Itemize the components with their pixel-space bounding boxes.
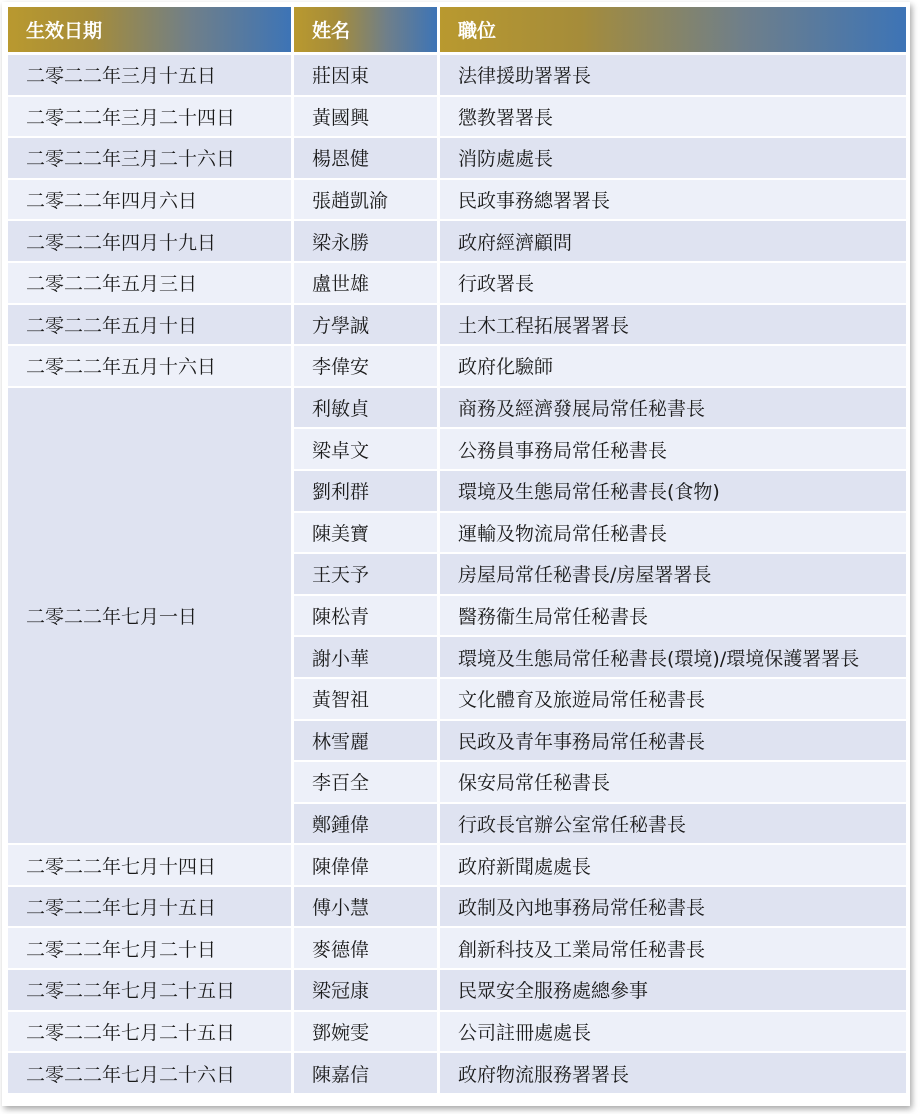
table-row [8,55,906,97]
header-date: 生效日期 [8,7,294,55]
name-cell: 黃國興 [294,97,440,139]
table-row [8,1053,906,1095]
name-cell: 鄭鍾偉 [294,804,440,846]
name-cell: 黃智祖 [294,679,440,721]
effective-date-cell: 二零二二年七月一日 [8,388,294,846]
post-cell: 土木工程拓展署署長 [440,305,906,347]
table-row [8,1012,906,1054]
table-row [8,970,906,1012]
post-cell: 環境及生態局常任秘書長(食物) [440,471,906,513]
effective-date-cell: 二零二二年七月二十五日 [8,970,294,1012]
post-cell: 運輸及物流局常任秘書長 [440,513,906,555]
name-cell: 莊因東 [294,55,440,97]
name-cell: 利敏貞 [294,388,440,430]
post-cell: 民政及青年事務局常任秘書長 [440,721,906,763]
table-row [8,305,906,347]
post-cell: 政府化驗師 [440,346,906,388]
post-cell: 文化體育及旅遊局常任秘書長 [440,679,906,721]
table-frame [2,2,910,1106]
name-cell: 謝小華 [294,637,440,679]
name-cell: 陳偉偉 [294,845,440,887]
post-cell: 政府物流服務署署長 [440,1053,906,1095]
name-cell: 方學誠 [294,305,440,347]
name-cell: 陳嘉信 [294,1053,440,1095]
post-cell: 民眾安全服務處總參事 [440,970,906,1012]
table-row [8,887,906,929]
post-cell: 公司註冊處處長 [440,1012,906,1054]
appointments-table [8,7,906,1095]
name-cell: 麥德偉 [294,928,440,970]
name-cell: 梁冠康 [294,970,440,1012]
effective-date-cell: 二零二二年七月二十日 [8,928,294,970]
table-row [8,388,906,430]
effective-date-cell: 二零二二年五月十日 [8,305,294,347]
effective-date-cell: 二零二二年四月十九日 [8,221,294,263]
post-cell: 行政署長 [440,263,906,305]
name-cell: 陳美寶 [294,513,440,555]
name-cell: 傅小慧 [294,887,440,929]
effective-date-cell: 二零二二年七月二十五日 [8,1012,294,1054]
post-cell: 環境及生態局常任秘書長(環境)/環境保護署署長 [440,637,906,679]
effective-date-cell: 二零二二年五月三日 [8,263,294,305]
name-cell: 梁卓文 [294,429,440,471]
post-cell: 創新科技及工業局常任秘書長 [440,928,906,970]
effective-date-cell: 二零二二年四月六日 [8,180,294,222]
name-cell: 李偉安 [294,346,440,388]
effective-date-cell: 二零二二年三月二十六日 [8,138,294,180]
post-cell: 政府新聞處處長 [440,845,906,887]
table-row [8,845,906,887]
post-cell: 政府經濟顧問 [440,221,906,263]
effective-date-cell: 二零二二年七月十五日 [8,887,294,929]
post-cell: 政制及內地事務局常任秘書長 [440,887,906,929]
name-cell: 張趙凱渝 [294,180,440,222]
name-cell: 梁永勝 [294,221,440,263]
table-row [8,97,906,139]
name-cell: 楊恩健 [294,138,440,180]
header-name: 姓名 [294,7,440,55]
name-cell: 王天予 [294,554,440,596]
table-row [8,180,906,222]
effective-date-cell: 二零二二年七月二十六日 [8,1053,294,1095]
post-cell: 醫務衞生局常任秘書長 [440,596,906,638]
table-row [8,928,906,970]
table-body [8,55,906,1095]
name-cell: 李百全 [294,762,440,804]
post-cell: 房屋局常任秘書長/房屋署署長 [440,554,906,596]
name-cell: 林雪麗 [294,721,440,763]
post-cell: 消防處處長 [440,138,906,180]
header-row [8,7,906,55]
post-cell: 法律援助署署長 [440,55,906,97]
effective-date-cell: 二零二二年三月二十四日 [8,97,294,139]
effective-date-cell: 二零二二年三月十五日 [8,55,294,97]
post-cell: 商務及經濟發展局常任秘書長 [440,388,906,430]
effective-date-cell: 二零二二年七月十四日 [8,845,294,887]
post-cell: 民政事務總署署長 [440,180,906,222]
post-cell: 行政長官辦公室常任秘書長 [440,804,906,846]
post-cell: 懲教署署長 [440,97,906,139]
name-cell: 劉利群 [294,471,440,513]
name-cell: 鄧婉雯 [294,1012,440,1054]
name-cell: 盧世雄 [294,263,440,305]
table-row [8,221,906,263]
table-row [8,346,906,388]
header-post: 職位 [440,7,906,55]
table-row [8,263,906,305]
name-cell: 陳松青 [294,596,440,638]
table-row [8,138,906,180]
post-cell: 保安局常任秘書長 [440,762,906,804]
post-cell: 公務員事務局常任秘書長 [440,429,906,471]
effective-date-cell: 二零二二年五月十六日 [8,346,294,388]
